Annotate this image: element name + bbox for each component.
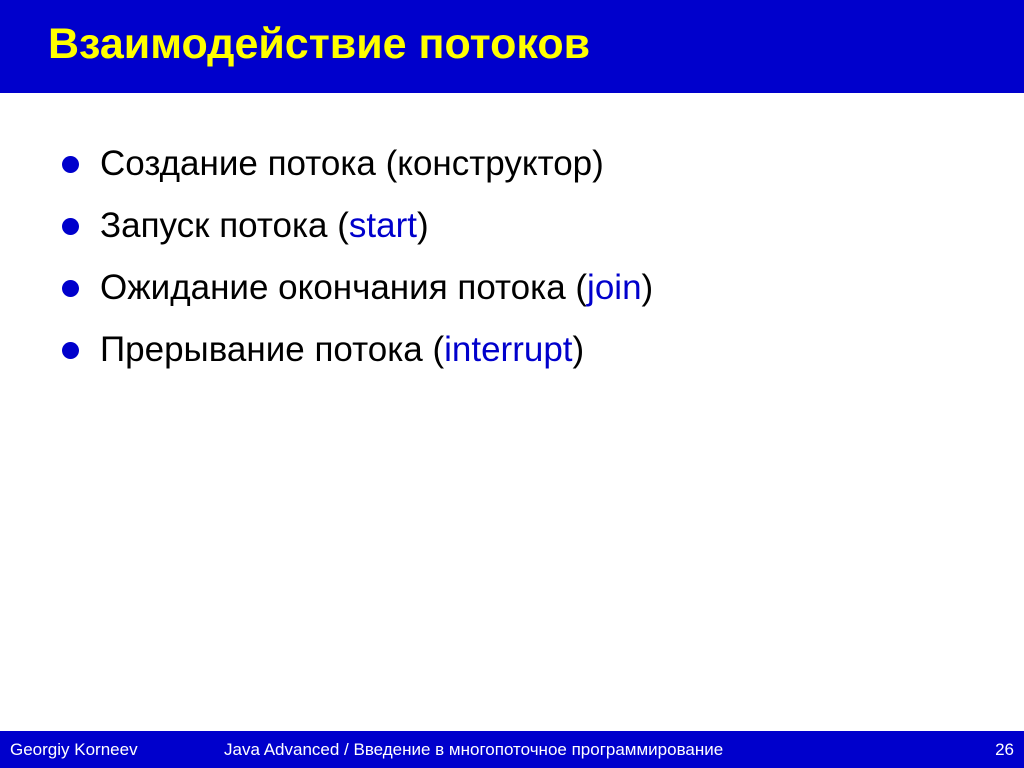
slide-title: Взаимодействие потоков (48, 20, 591, 68)
bullet-icon (62, 218, 79, 235)
keyword-start: start (348, 206, 417, 245)
bullet-icon (62, 280, 79, 297)
page-number: 26 (995, 740, 1014, 759)
keyword-join: join (587, 268, 642, 307)
footer-bar (0, 731, 1024, 768)
title-bar (0, 0, 1024, 93)
keyword-interrupt: interrupt (444, 330, 573, 369)
bullet-item-create (62, 133, 653, 195)
footer-course-title: Java Advanced / Введение в многопоточное программирование (224, 740, 724, 759)
bullet-list (62, 133, 653, 381)
bullet-text: Ожидание окончания потока ( (100, 268, 588, 307)
bullet-text-end: ) (641, 268, 654, 307)
bullet-icon (62, 342, 79, 359)
bullet-text: Прерывание потока ( (100, 330, 445, 369)
footer-author: Georgiy Korneev (10, 740, 138, 759)
bullet-text: Запуск потока ( (100, 206, 349, 245)
bullet-item-interrupt (62, 319, 653, 381)
bullet-text: Создание потока (конструктор) (100, 144, 604, 183)
bullet-text-end: ) (416, 206, 429, 245)
bullet-text-end: ) (572, 330, 585, 369)
bullet-item-join (62, 257, 653, 319)
bullet-item-start (62, 195, 653, 257)
bullet-icon (62, 156, 79, 173)
